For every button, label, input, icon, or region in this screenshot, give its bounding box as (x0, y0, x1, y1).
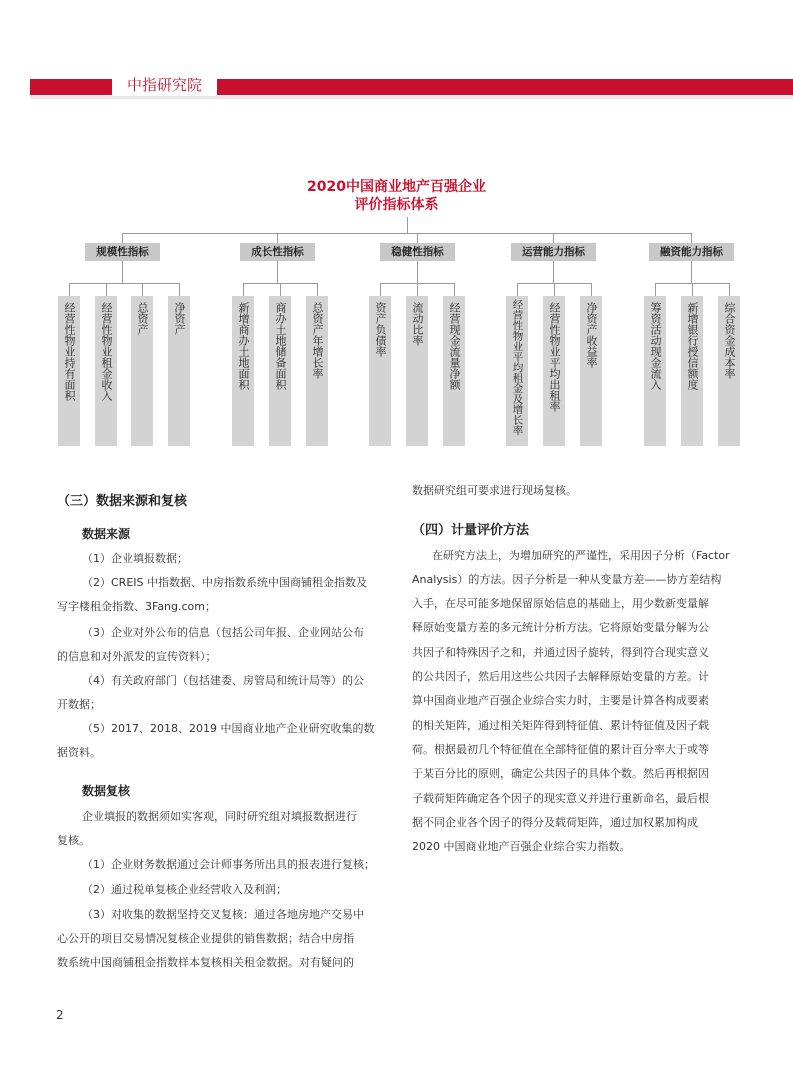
indicator-box (580, 296, 602, 446)
header-shadow (30, 96, 793, 99)
group-stem (691, 261, 692, 283)
indicator-label: 经营性物业持有面积 (63, 302, 76, 401)
leaf-stem (454, 283, 455, 296)
paragraph-line: 据不同企业各个因子的得分及载荷矩阵，通过加权累加构成 (412, 816, 698, 829)
main-branch (122, 233, 691, 234)
leaf-stem (280, 283, 281, 296)
cat-stem (691, 233, 692, 243)
leaf-stem (69, 283, 70, 296)
indicator-box (131, 296, 153, 446)
leaf-stem (517, 283, 518, 296)
paragraph-line: （3）企业对外公布的信息（包括公司年报、企业网站公布 (82, 626, 364, 639)
indicator-box (95, 296, 117, 446)
section-title-data-source: （三）数据来源和复核 (57, 494, 188, 509)
leaf-stem (179, 283, 180, 296)
indicator-box (681, 296, 703, 446)
chart-title-line1: 2020中国商业地产百强企业 (307, 179, 486, 195)
paragraph-line: 的公共因子，然后用这些公共因子去解释原始变量的方差。计 (412, 670, 709, 683)
leaf-stem (380, 283, 381, 296)
paragraph-line: 写字楼租金指数、3Fang.com； (57, 600, 216, 613)
indicator-label: 流动比率 (411, 302, 424, 346)
indicator-label: 经营性物业平均租金及增长率 (511, 299, 524, 436)
leaf-stem (417, 283, 418, 296)
paragraph-line: （4）有关政府部门（包括建委、房管局和统计局等）的公 (82, 674, 364, 687)
paragraph-line: 在研究方法上，为增加研究的严谨性，采用因子分析（Factor (432, 549, 730, 562)
indicator-box (506, 296, 528, 446)
paragraph-line: 复核。 (57, 834, 90, 847)
group-bar (69, 283, 179, 284)
indicator-label: 经营性物业租金收入 (100, 302, 113, 401)
indicator-label: 新增商办土地面积 (237, 302, 250, 390)
group-stem (553, 261, 554, 283)
indicator-box (168, 296, 190, 446)
indicator-label: 经营现金流量净额 (448, 302, 461, 390)
chart-title-line2: 评价指标体系 (354, 197, 439, 213)
group-stem (277, 261, 278, 283)
indicator-box (443, 296, 465, 446)
leaf-stem (142, 283, 143, 296)
leaf-stem (692, 283, 693, 296)
subheading-data-review: 数据复核 (82, 784, 131, 798)
cat-stem (277, 233, 278, 243)
indicator-label: 经营性物业平均出租率 (548, 302, 561, 412)
leaf-stem (243, 283, 244, 296)
paragraph-line: 据资料。 (57, 746, 101, 759)
paragraph-line: 荷。根据最初几个特征值在全部特征值的累计百分率大于或等 (412, 743, 709, 756)
indicator-box (306, 296, 328, 446)
leaf-stem (655, 283, 656, 296)
indicator-box (269, 296, 291, 446)
paragraph-line: 的信息和对外派发的宣传资料）； (57, 650, 217, 663)
indicator-box (232, 296, 254, 446)
indicator-label: 总资产年增长率 (311, 302, 324, 379)
header-bar-left (30, 79, 112, 95)
subheading-data-source: 数据来源 (82, 527, 131, 541)
cat-stem (417, 233, 418, 243)
brand-label: 中指研究院 (112, 74, 217, 96)
indicator-label: 总资产 (136, 302, 149, 335)
paragraph-line: 释原始变量方差的多元统计分析方法。它将原始变量分解为公 (412, 621, 709, 634)
category-growth: 成长性指标 (240, 243, 315, 261)
root-stem (407, 217, 408, 233)
paragraph-line: （1）企业财务数据通过会计师事务所出具的报表进行复核； (82, 858, 375, 871)
paragraph-line: 算中国商业地产百强企业综合实力时，主要是计算各构成要素 (412, 694, 709, 707)
paragraph-line: 的相关矩阵，通过相关矩阵得到特征值、累计特征值及因子载 (412, 719, 709, 732)
paragraph-line: 数系统中国商铺租金指数样本复核相关租金数据。对有疑问的 (57, 956, 354, 969)
paragraph-line: （5）2017、2018、2019 中国商业地产企业研究收集的数 (82, 722, 375, 735)
indicator-label: 筹资活动现金流入 (649, 302, 662, 390)
leaf-stem (591, 283, 592, 296)
category-financing: 融资能力指标 (649, 243, 734, 261)
indicator-box (369, 296, 391, 446)
paragraph-line: （2）通过税单复核企业经营收入及利润； (82, 883, 287, 896)
category-stability: 稳健性指标 (380, 243, 455, 261)
indicator-label: 净资产 (173, 302, 186, 335)
paragraph-line: 心公开的项目交易情况复核企业提供的销售数据；结合中房指 (57, 932, 354, 945)
paragraph-line: 入手，在尽可能多地保留原始信息的基础上，用少数新变量解 (412, 597, 709, 610)
paragraph-line: Analysis）的方法。因子分析是一种从变量方差——协方差结构 (412, 573, 722, 586)
leaf-stem (106, 283, 107, 296)
indicator-box (718, 296, 740, 446)
group-stem (122, 261, 123, 283)
indicator-box (58, 296, 80, 446)
paragraph-line: （2）CREIS 中指数据、中房指数系统中国商铺租金指数及 (82, 576, 367, 589)
indicator-box (644, 296, 666, 446)
paragraph-line: （1）企业填报数据； (82, 552, 188, 565)
paragraph-line: 于某百分比的原则，确定公共因子的具体个数。然后再根据因 (412, 767, 709, 780)
category-operation: 运营能力指标 (511, 243, 596, 261)
indicator-label: 综合资金成本率 (723, 302, 736, 379)
category-scale: 规模性指标 (85, 243, 160, 261)
paragraph-line: 共因子和特殊因子之和，并通过因子旋转，得到符合现实意义 (412, 646, 709, 659)
leaf-stem (317, 283, 318, 296)
indicator-label: 新增银行授信额度 (686, 302, 699, 390)
section-title-method: （四）计量评价方法 (412, 523, 530, 538)
paragraph-line: 企业填报的数据须如实客观，同时研究组对填报数据进行 (82, 810, 357, 823)
leaf-stem (554, 283, 555, 296)
paragraph-line: （3）对收集的数据坚持交叉复核：通过各地房地产交易中 (82, 908, 364, 921)
indicator-label: 商办土地储备面积 (274, 302, 287, 390)
cat-stem (553, 233, 554, 243)
paragraph-line: 子载荷矩阵确定各个因子的现实意义并进行重新命名，最后根 (412, 792, 709, 805)
paragraph-line: 开数据； (57, 698, 101, 711)
leaf-stem (729, 283, 730, 296)
page-number: 2 (56, 1008, 64, 1022)
indicator-label: 资产负债率 (374, 302, 387, 357)
cat-stem (122, 233, 123, 243)
header-bar-right (217, 79, 793, 95)
indicator-label: 净资产收益率 (585, 302, 598, 368)
indicator-box (543, 296, 565, 446)
paragraph-line: 数据研究组可要求进行现场复核。 (412, 484, 577, 497)
indicator-box (406, 296, 428, 446)
group-stem (417, 261, 418, 283)
paragraph-line: 2020 中国商业地产百强企业综合实力指数。 (412, 840, 631, 853)
